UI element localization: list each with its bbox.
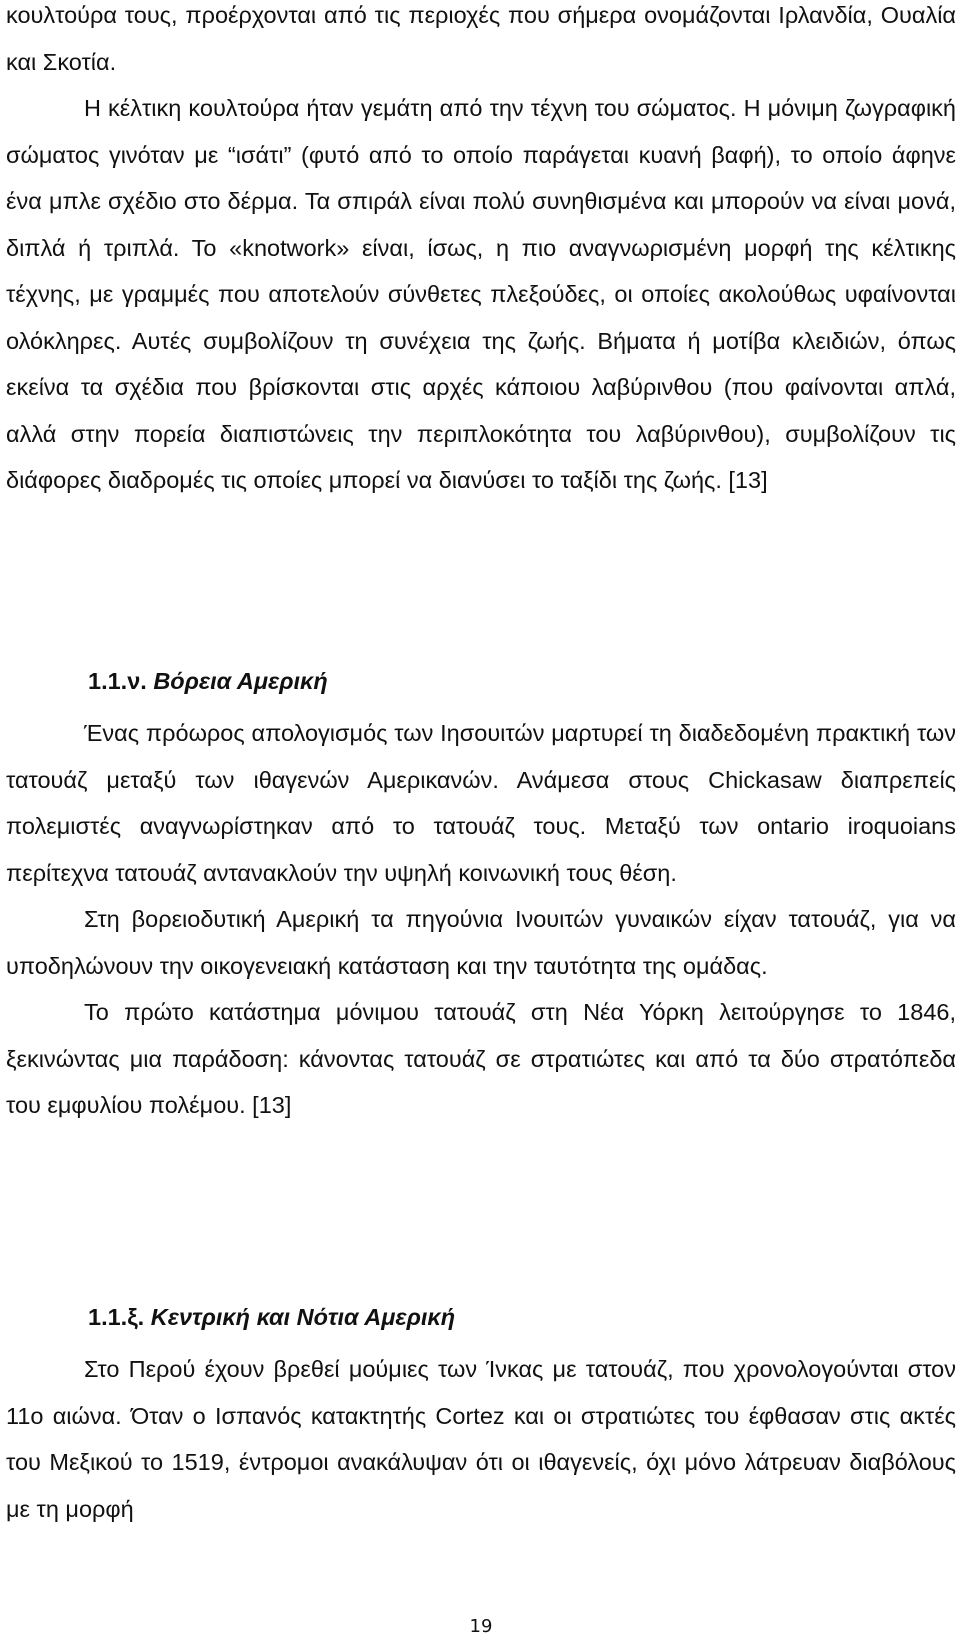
- north-america-section-text: [6, 710, 956, 1129]
- celtic-section-text: [6, 0, 956, 504]
- central-south-america-section-text: [6, 1346, 956, 1532]
- section-heading-central-south-america: [88, 1302, 455, 1332]
- section-heading-north-america: [88, 666, 328, 696]
- paragraph: Ένας πρόωρος απολογισμός των Ιησουιτών μαρτυρεί τη διαδεδομένη πρακτική των τατουάζ μεταξύ των ιθαγενών Αμερικανών. Ανάμεσα στους Chickasaw διαπρεπείς πολεμιστές αναγνωρίστηκαν από το τατουάζ τους. Μεταξύ των ontario iroquoians περίτεχνα τατουάζ αντανακλούν την υψηλή κοινωνική τους θέση.: [6, 720, 956, 886]
- section-number: 1.1.ξ.: [88, 1304, 145, 1330]
- section-number: 1.1.ν.: [88, 668, 147, 694]
- paragraph: Στη βορειοδυτική Αμερική τα πηγούνια Ινουιτών γυναικών είχαν τατουάζ, για να υποδηλώνουν την οικογενειακή κατάσταση και την ταυτότητα της ομάδας.: [6, 906, 956, 979]
- page-number: 19: [469, 1616, 493, 1637]
- paragraph: κουλτούρα τους, προέρχονται από τις περιοχές που σήμερα ονομάζονται Ιρλανδία, Ουαλία και Σκοτία.: [6, 2, 956, 75]
- paragraph: Στο Περού έχουν βρεθεί μούμιες των Ίνκας με τατουάζ, που χρονολογούνται στον 11ο αιώνα. Όταν ο Ισπανός κατακτητής Cortez και οι στρατιώτες του έφθασαν στις ακτές του Μεξικού το 1519, έντρομοι ανακάλυψαν ότι οι ιθαγενείς, όχι μόνο λάτρευαν διαβόλους με τη μορφή: [6, 1356, 956, 1522]
- section-title: Κεντρική και Νότια Αμερική: [150, 1304, 456, 1330]
- paragraph: Η κέλτικη κουλτούρα ήταν γεμάτη από την τέχνη του σώματος. Η μόνιμη ζωγραφική σώματος γινόταν με “ισάτι” (φυτό από το οποίο παράγεται κυανή βαφή), το οποίο άφηνε ένα μπλε σχέδιο στο δέρμα. Τα σπιράλ είναι πολύ συνηθισμένα και μπορούν να είναι μονά, διπλά ή τριπλά. Το «knotwork» είναι, ίσως, η πιο αναγνωρισμένη μορφή της κέλτικης τέχνης, με γραμμές που αποτελούν σύνθετες πλεξούδες, οι οποίες ακολούθως υφαίνονται ολόκληρες. Αυτές συμβολίζουν τη συνέχεια της ζωής. Βήματα ή μοτίβα κλειδιών, όπως εκείνα τα σχέδια που βρίσκονται στις αρχές κάποιου λαβύρινθου (που φαίνονται απλά, αλλά στην πορεία διαπιστώνεις την περιπλοκότητα του λαβύρινθου), συμβολίζουν τις διάφορες διαδρομές τις οποίες μπορεί να διανύσει το ταξίδι της ζωής. [13]: [6, 95, 956, 493]
- section-title: Βόρεια Αμερική: [153, 668, 328, 694]
- paragraph: Το πρώτο κατάστημα μόνιμου τατουάζ στη Νέα Υόρκη λειτούργησε το 1846, ξεκινώντας μια παράδοση: κάνοντας τατουάζ σε στρατιώτες και από τα δύο στρατόπεδα του εμφυλίου πολέμου. [13]: [6, 999, 956, 1118]
- document-page: [6, 0, 956, 1647]
